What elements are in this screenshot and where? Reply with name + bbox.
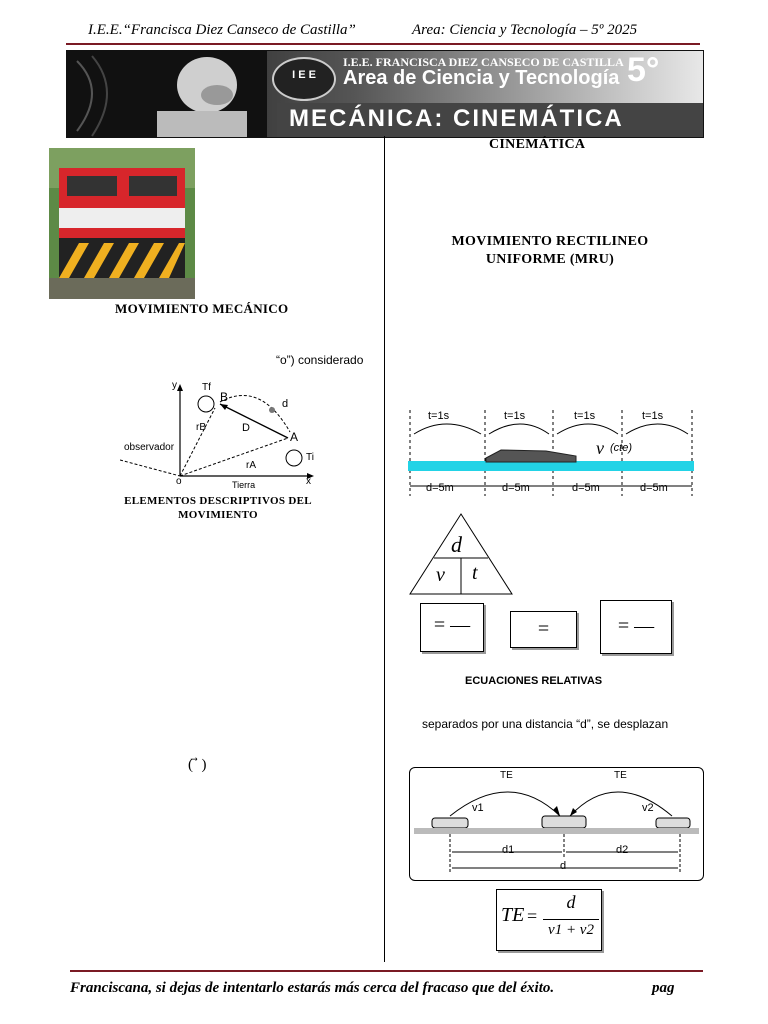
point-b-label: B <box>220 390 229 404</box>
school-logo: I E E <box>272 57 336 101</box>
time-label-1: t=1s <box>428 410 450 422</box>
triangle-d: d <box>451 532 462 557</box>
header-rule <box>66 43 700 45</box>
triangle-v: v <box>436 564 445 586</box>
d-label: d <box>560 860 567 872</box>
dvt-triangle <box>408 512 514 596</box>
final-time-label: Tf <box>202 382 211 393</box>
header-area: Area: Ciencia y Tecnología – 5º 2025 <box>412 22 638 38</box>
origin-label: o <box>176 476 182 487</box>
topic-banner <box>66 50 704 138</box>
initial-time-label: Ti <box>306 452 314 463</box>
distance-label-2: d=5m <box>502 482 530 494</box>
formula-lhs: TE <box>501 904 525 926</box>
formula-eq: = <box>527 906 538 926</box>
rb-label: rB <box>196 422 206 433</box>
encounter-formula <box>496 889 602 951</box>
formula-denominator: v1 + v2 <box>548 922 594 938</box>
v2-label: v2 <box>642 802 654 814</box>
formula-numerator: d <box>566 892 576 912</box>
formula-box-1: = — <box>420 603 484 652</box>
banner-topic: MECÁNICA: CINEMÁTICA <box>289 105 624 132</box>
time-label-4: t=1s <box>642 410 664 422</box>
position-vector-diagram <box>120 380 320 492</box>
ground-label: Tierra <box>232 480 256 490</box>
time-label-3: t=1s <box>574 410 596 422</box>
observer-label: observador <box>124 442 175 453</box>
heading-mru: MOVIMIENTO RECTILINEO UNIFORME (MRU) <box>451 234 649 267</box>
ra-label: rA <box>246 460 256 471</box>
heading-ecuaciones: ECUACIONES RELATIVAS <box>465 675 603 687</box>
axis-y-label: y <box>172 380 177 391</box>
fraction-bar <box>543 919 599 920</box>
heading-elementos: ELEMENTOS DESCRIPTIVOS DEL MOVIMIENTO <box>124 495 312 521</box>
constant-label: (cte) <box>610 442 632 454</box>
heading-movimiento-mecanico: MOVIMIENTO MECÁNICO <box>115 301 289 316</box>
header-school: I.E.E.“Francisca Diez Canseco de Castilla” <box>88 22 356 38</box>
train-photo <box>49 148 195 299</box>
distance-label: d <box>282 398 289 410</box>
axis-x-label: x <box>306 476 311 487</box>
distance-label-3: d=5m <box>572 482 600 494</box>
vector-notation: ( ⃗ ) <box>188 757 207 773</box>
banner-school-line: I.E.E. FRANCISCA DIEZ CANSECO DE CASTILLA <box>343 55 624 69</box>
d1-label: d1 <box>502 844 515 856</box>
distance-label-4: d=5m <box>640 482 668 494</box>
displacement-label: D <box>242 422 250 434</box>
banner-grade: 5° <box>627 51 660 89</box>
v1-label: v1 <box>472 802 484 814</box>
footer-page: pag <box>652 980 675 996</box>
time-label-2: t=1s <box>504 410 526 422</box>
mru-diagram <box>406 406 696 498</box>
text-considerado: “o”) considerado <box>276 353 364 367</box>
text-separados: separados por una distancia “d”, se desplazan <box>422 717 669 731</box>
d2-label: d2 <box>616 844 629 856</box>
formula-box-3: = — <box>600 600 672 654</box>
encounter-diagram <box>409 767 704 881</box>
formula-box-2: = <box>510 611 577 648</box>
te-label-1: TE <box>500 770 513 781</box>
te-label-2: TE <box>614 770 627 781</box>
column-divider <box>384 136 385 962</box>
footer-rule <box>70 970 703 972</box>
velocity-label: v <box>596 438 604 458</box>
triangle-t: t <box>472 562 478 584</box>
banner-area-line: Area de Ciencia y Tecnología <box>343 67 620 89</box>
title-cinematica: CINEMÁTICA <box>489 137 586 152</box>
footer-quote: Franciscana, si dejas de intentarlo estarás más cerca del fracaso que del éxito. <box>70 980 555 996</box>
point-a-label: A <box>290 430 299 444</box>
distance-label-1: d=5m <box>426 482 454 494</box>
